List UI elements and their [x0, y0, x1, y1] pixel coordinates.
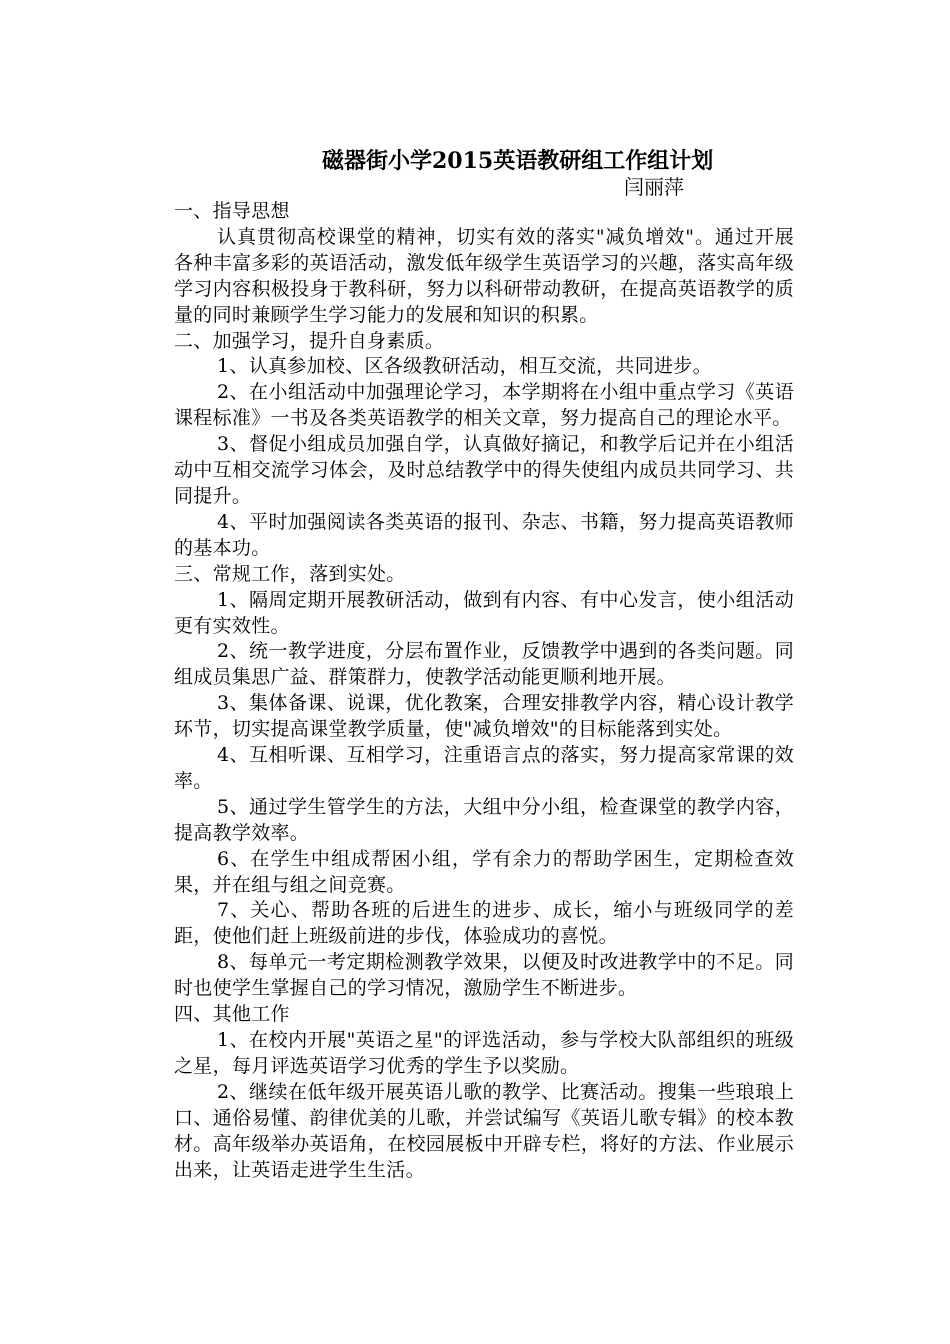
paragraph: 6、在学生中组成帮困小组，学有余力的帮助学困生，定期检查效果，并在组与组之间竞赛。: [174, 847, 794, 896]
paragraph: 4、平时加强阅读各类英语的报刊、杂志、书籍，努力提高英语教师的基本功。: [174, 510, 794, 559]
paragraph: 2、统一教学进度，分层布置作业，反馈教学中遇到的各类问题。同组成员集思广益、群策群力，使教学活动能更顺利地开展。: [174, 640, 794, 689]
paragraph: 认真贯彻高校课堂的精神，切实有效的落实"减负增效"。通过开展各种丰富多彩的英语活动，激发低年级学生英语学习的兴趣，落实高年级学习内容积极投身于教科研，努力以科研带动教研，在提高英语教学的质量的同时兼顾学生学习能力的发展和知识的积累。: [174, 225, 794, 326]
paragraph: 3、集体备课、说课，优化教案，合理安排教学内容，精心设计教学环节，切实提高课堂教学质量，使"减负增效"的目标能落到实处。: [174, 692, 794, 741]
paragraph: 3、督促小组成员加强自学，认真做好摘记，和教学后记并在小组活动中互相交流学习体会，及时总结教学中的得失使组内成员共同学习、共同提升。: [174, 433, 794, 507]
paragraph: 2、在小组活动中加强理论学习，本学期将在小组中重点学习《英语课程标准》一书及各类英语教学的相关文章，努力提高自己的理论水平。: [174, 381, 794, 430]
paragraph: 1、认真参加校、区各级教研活动，相互交流，共同进步。: [217, 355, 712, 378]
document-title: 磁器街小学2015英语教研组工作组计划: [322, 148, 714, 174]
document-author: 闫丽萍: [624, 175, 684, 199]
section-heading: 四、其他工作: [174, 1003, 290, 1026]
paragraph: 4、互相听课、互相学习，注重语言点的落实，努力提高家常课的效率。: [174, 744, 794, 792]
paragraph: 7、关心、帮助各班的后进生的进步、成长，缩小与班级同学的差距，使他们赶上班级前进的步伐，体验成功的喜悦。: [174, 899, 794, 948]
paragraph: 1、隔周定期开展教研活动，做到有内容、有中心发言，使小组活动更有实效性。: [174, 588, 794, 637]
paragraph: 2、继续在低年级开展英语儿歌的教学、比赛活动。搜集一些琅琅上口、通俗易懂、韵律优美的儿歌，并尝试编写《英语儿歌专辑》的校本教材。高年级举办英语角，在校园展板中开辟专栏，将好的方法、作业展示出来，让英语走进学生生活。: [174, 1080, 794, 1181]
paragraph: 8、每单元一考定期检测教学效果，以便及时改进教学中的不足。同时也使学生掌握自己的学习情况，激励学生不断进步。: [174, 951, 794, 1000]
paragraph: 1、在校内开展"英语之星"的评选活动，参与学校大队部组织的班级之星，每月评选英语学习优秀的学生予以奖励。: [174, 1029, 794, 1077]
paragraph: 5、通过学生管学生的方法，大组中分小组，检查课堂的教学内容，提高教学效率。: [174, 795, 794, 844]
section-heading: 二、加强学习，提升自身素质。: [174, 329, 445, 352]
section-heading: 三、常规工作，落到实处。: [174, 562, 406, 585]
section-heading: 一、指导思想: [174, 200, 290, 222]
document-body: [174, 199, 794, 1183]
